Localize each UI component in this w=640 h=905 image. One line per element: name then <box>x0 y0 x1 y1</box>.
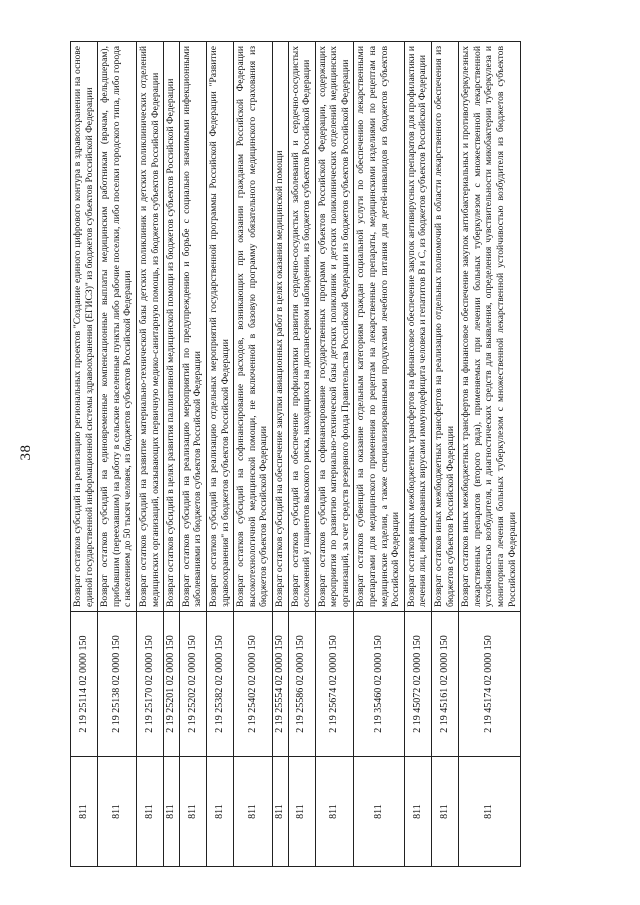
income-description-cell: Возврат остатков субвенций на оказание отдельным категориям граждан социальной услуги по обеспечению лекарственными препаратами для медицинского применения по рецептам на лекарственные препараты, медицинскими изделиями по рецептам на медицинские изделия, а также специализированными продуктами лечебного питания для детей-инвалидов из бюджетов субъектов Российской Федерации <box>354 42 404 612</box>
table-row <box>354 42 404 867</box>
page-number: 38 <box>18 444 34 461</box>
table-row <box>164 42 180 867</box>
income-description-cell: Возврат остатков субсидий на реализацию региональных проектов "Создание единого цифрового контура в здравоохранении на основе единой государственной информационной системы здравоохранения (ЕГИСЗ)" из бюджетов субъектов Российской Федерации <box>71 42 98 612</box>
income-description-cell: Возврат остатков субсидий на софинансирование расходов, возникающих при оказании гражданам Российской Федерации высокотехнологичной медицинской помощи, не включенной в базовую программу обязательного медицинского страхования из бюджетов субъектов Российской Федерации <box>234 42 273 612</box>
budget-classification-code-cell: 2 19 25402 02 0000 150 <box>234 612 273 757</box>
admin-code-cell: 811 <box>432 757 459 867</box>
table-row <box>288 42 315 867</box>
income-description-cell: Возврат остатков иных межбюджетных трансфертов на реализацию отдельных полномочий в области лекарственного обеспечения из бюджетов субъектов Российской Федерации <box>432 42 459 612</box>
budget-classification-code-cell: 2 19 45072 02 0000 150 <box>404 612 431 757</box>
admin-code-cell: 811 <box>71 757 98 867</box>
income-description-cell: Возврат остатков субсидий на софинансирование государственных программ субъектов Российской Федерации, содержащих мероприятия по развитию материально-технической базы детских поликлиник и детских поликлинических отделений медицинских организаций, за счет средств резервного фонда Правительства Российской Федерации из бюджетов субъектов Российской Федерации <box>315 42 354 612</box>
income-description-cell: Возврат остатков субсидий на реализацию мероприятий по предупреждению и борьбе с социально значимыми инфекционными заболеваниями из бюджетов субъектов Российской Федерации <box>179 42 206 612</box>
table-row <box>315 42 354 867</box>
admin-code-cell: 811 <box>404 757 431 867</box>
admin-code-cell: 811 <box>354 757 404 867</box>
admin-code-cell: 811 <box>272 757 288 867</box>
table-row <box>404 42 431 867</box>
table-row <box>206 42 233 867</box>
table-row <box>234 42 273 867</box>
table-row <box>98 42 137 867</box>
admin-code-cell: 811 <box>179 757 206 867</box>
income-description-cell: Возврат остатков субсидий на реализацию отдельных мероприятий государственной программы Российской Федерации "Развитие здравоохранения" из бюджетов субъектов Российской Федерации <box>206 42 233 612</box>
budget-classification-code-cell: 2 19 25674 02 0000 150 <box>315 612 354 757</box>
budget-codes-table <box>70 41 521 867</box>
income-description-cell: Возврат остатков иных межбюджетных трансфертов на финансовое обеспечение закупок антивирусных препаратов для профилактики и лечения лиц, инфицированных вирусами иммунодефицита человека и гепатитов B и C, из бюджетов субъектов Российской Федерации <box>404 42 431 612</box>
income-description-cell: Возврат остатков субсидий на обеспечение закупки авиационных работ в целях оказания медицинской помощи <box>272 42 288 612</box>
budget-classification-code-cell: 2 19 25586 02 0000 150 <box>288 612 315 757</box>
admin-code-cell: 811 <box>315 757 354 867</box>
admin-code-cell: 811 <box>164 757 180 867</box>
table-row <box>71 42 98 867</box>
budget-classification-code-cell: 2 19 45161 02 0000 150 <box>432 612 459 757</box>
budget-classification-code-cell: 2 19 25202 02 0000 150 <box>179 612 206 757</box>
budget-classification-code-cell: 2 19 25138 02 0000 150 <box>98 612 137 757</box>
income-description-cell: Возврат остатков субсидий в целях развития паллиативной медицинской помощи из бюджетов субъектов Российской Федерации <box>164 42 180 612</box>
budget-classification-code-cell: 2 19 25554 02 0000 150 <box>272 612 288 757</box>
table-row <box>179 42 206 867</box>
budget-classification-code-cell: 2 19 25170 02 0000 150 <box>136 612 163 757</box>
budget-classification-code-cell: 2 19 35460 02 0000 150 <box>354 612 404 757</box>
table-row <box>459 42 521 867</box>
table-row <box>272 42 288 867</box>
admin-code-cell: 811 <box>288 757 315 867</box>
admin-code-cell: 811 <box>459 757 521 867</box>
income-description-cell: Возврат остатков иных межбюджетных трансфертов на финансовое обеспечение закупок антибактериальных и противотуберкулезных лекарственных препаратов (второго ряда), применяемых при лечении больных туберкулезом с множественной лекарственной устойчивостью возбудителя, и диагностических средств для выявления, определения чувствительности микобактерии туберкулеза и мониторинга лечения больных туберкулезом с множественной лекарственной устойчивостью возбудителя из бюджетов субъектов Российской Федерации <box>459 42 521 612</box>
admin-code-cell: 811 <box>136 757 163 867</box>
budget-classification-code-cell: 2 19 25114 02 0000 150 <box>71 612 98 757</box>
budget-classification-code-cell: 2 19 45174 02 0000 150 <box>459 612 521 757</box>
table-row <box>432 42 459 867</box>
income-description-cell: Возврат остатков субсидий на единовременные компенсационные выплаты медицинским работникам (врачам, фельдшерам), прибывшим (переехавшим) на работу в сельские населенные пункты либо рабочие поселки, либо поселки городского типа, либо города с населением до 50 тысяч человек, из бюджетов субъектов Российской Федерации <box>98 42 137 612</box>
income-description-cell: Возврат остатков субсидий на развитие материально-технической базы детских поликлиник и детских поликлинических отделений медицинских организаций, оказывающих первичную медико-санитарную помощь, из бюджетов субъектов Российской Федерации <box>136 42 163 612</box>
budget-classification-code-cell: 2 19 25382 02 0000 150 <box>206 612 233 757</box>
admin-code-cell: 811 <box>234 757 273 867</box>
table-body <box>71 42 521 867</box>
admin-code-cell: 811 <box>206 757 233 867</box>
budget-classification-code-cell: 2 19 25201 02 0000 150 <box>164 612 180 757</box>
admin-code-cell: 811 <box>98 757 137 867</box>
table-row <box>136 42 163 867</box>
income-description-cell: Возврат остатков субсидий на обеспечение профилактики развития сердечно-сосудистых заболеваний и сердечно-сосудистых осложнений у пациентов высокого риска, находящихся на диспансерном наблюдении, из бюджетов субъектов Российской Федерации <box>288 42 315 612</box>
